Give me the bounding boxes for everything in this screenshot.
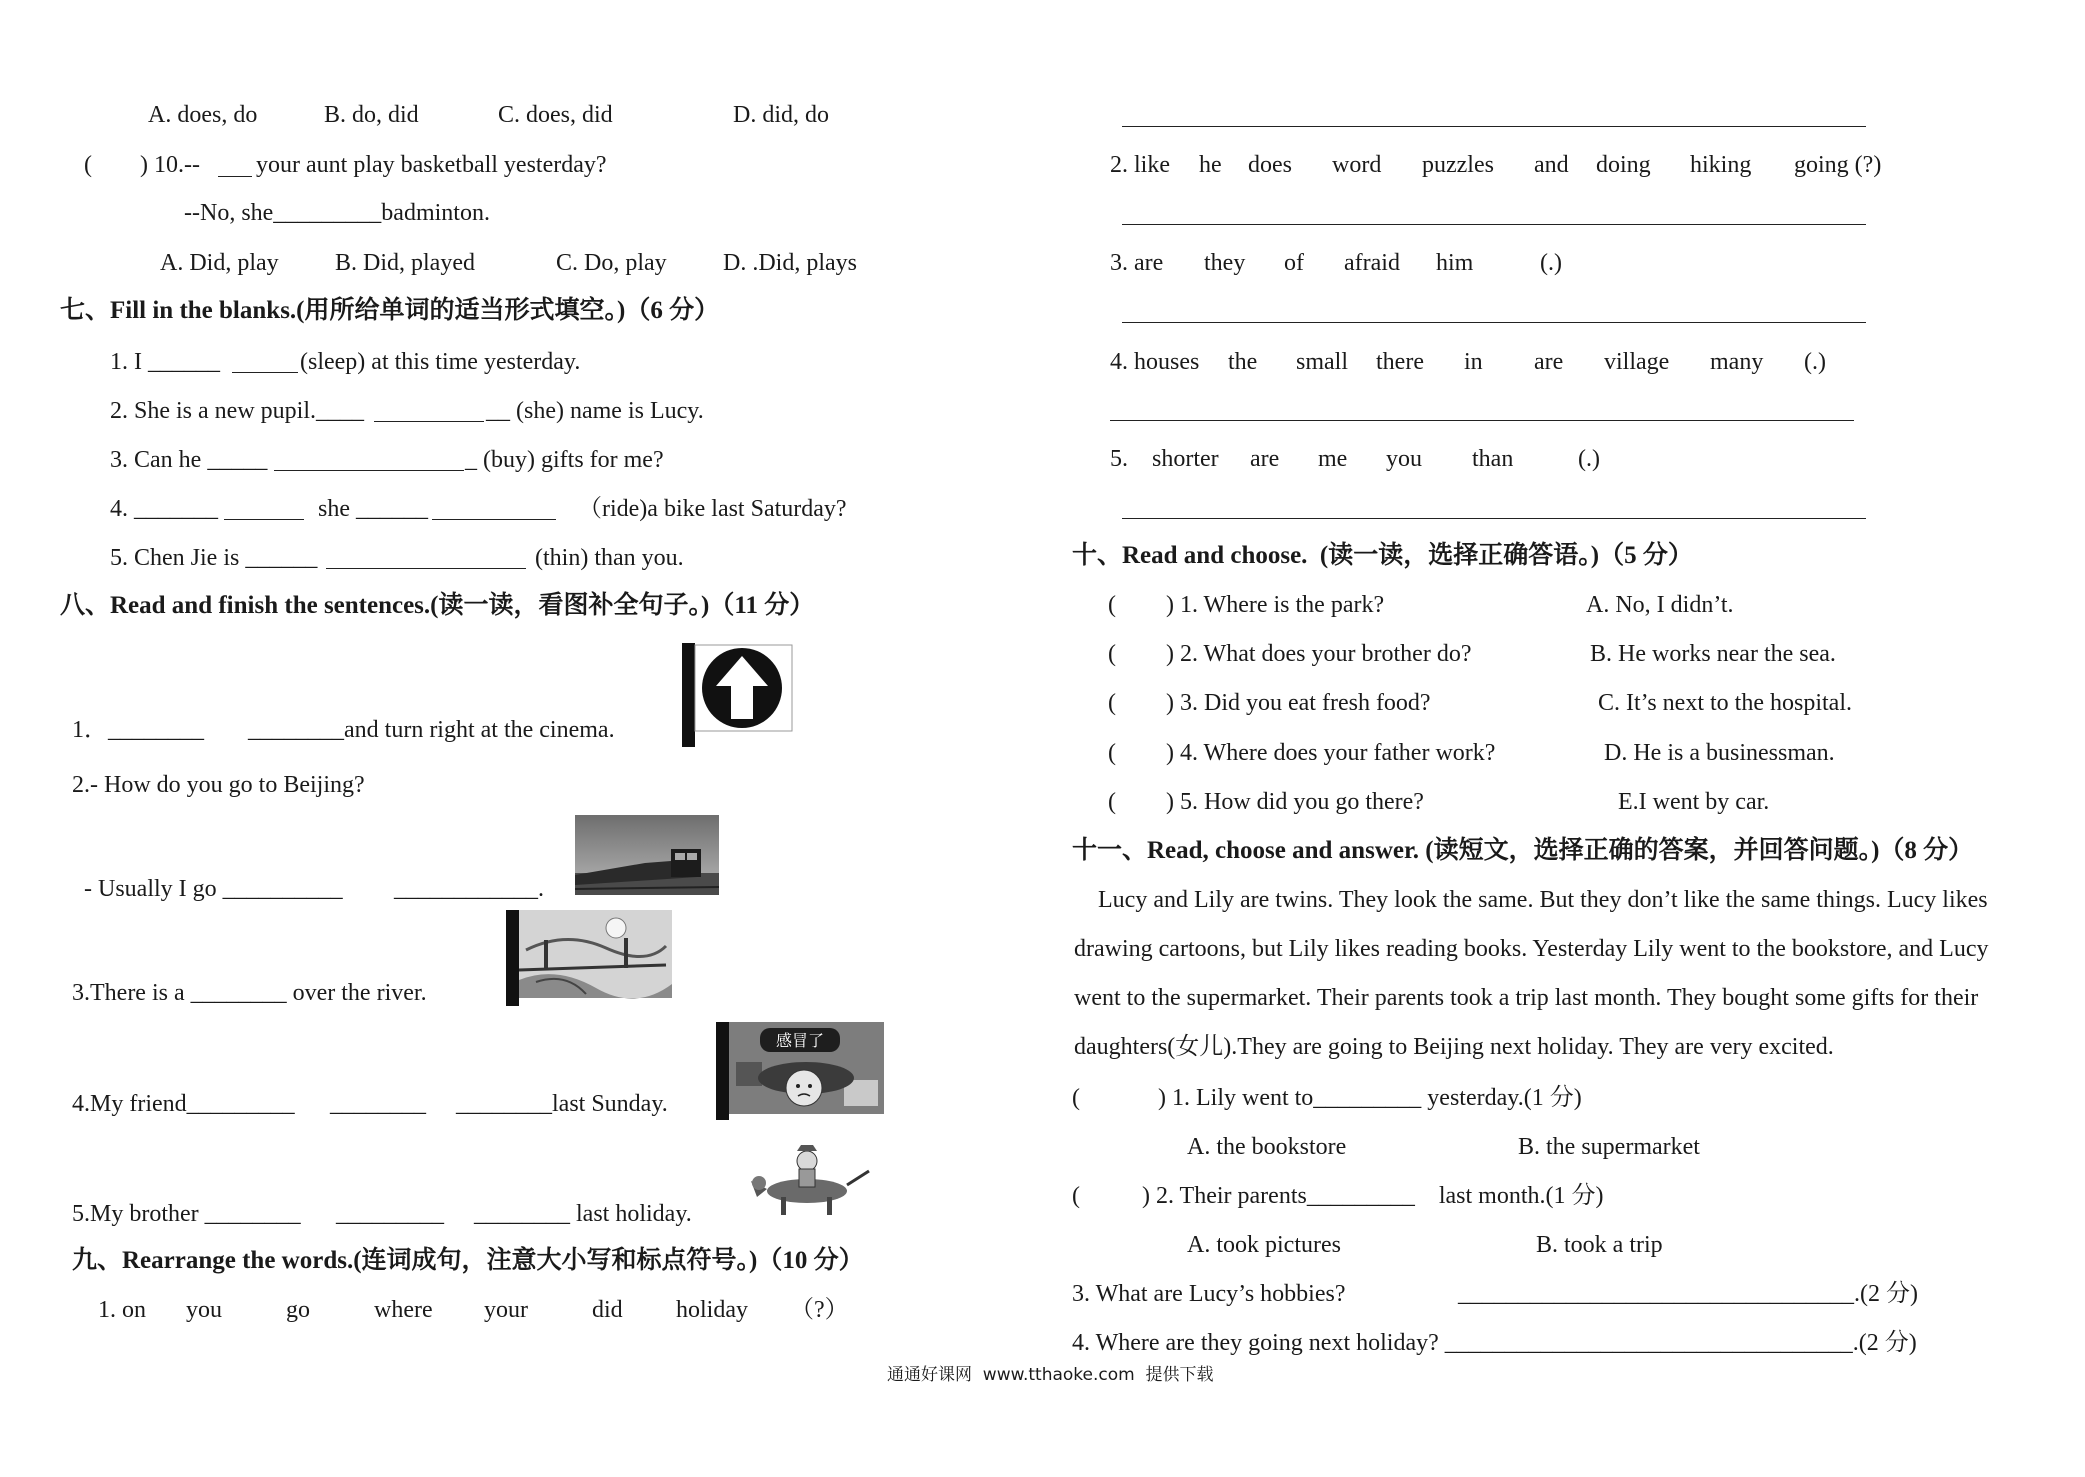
rearrange-word: than	[1472, 446, 1514, 472]
answer-blank[interactable]	[374, 421, 484, 422]
rearrange-word: him	[1436, 250, 1474, 276]
rearrange-word: word	[1332, 152, 1382, 178]
q10-option-d: D. .Did, plays	[723, 250, 857, 276]
answer-blank[interactable]	[232, 372, 298, 373]
sec7-item1-end: (sleep) at this time yesterday.	[300, 349, 581, 375]
rearrange-word: are	[1250, 446, 1280, 472]
sec11-question-4: 4. Where are they going next holiday? __________________________________.(2 分)	[1072, 1330, 1917, 1356]
rearrange-word: (.)	[1578, 446, 1600, 472]
q9-option-d: D. did, do	[733, 102, 829, 128]
sec8-item2-answer-end: ____________.	[394, 876, 544, 902]
sec11-q1-option-b: B. the supermarket	[1518, 1134, 1700, 1160]
section-7-title: 七、Fill in the blanks.(用所给单词的适当形式填空。)（6 分）	[60, 297, 720, 324]
go-straight-sign-image	[682, 643, 794, 747]
answer-line[interactable]	[1122, 322, 1866, 323]
sec7-item2-start: 2. She is a new pupil.____	[110, 398, 364, 424]
section-9-title: 九、Rearrange the words.(连词成句，注意大小写和标点符号。)（10 分）	[72, 1247, 864, 1274]
rearrange-word: afraid	[1344, 250, 1400, 276]
rearrange-word: the	[1228, 349, 1258, 375]
answer-paren[interactable]: (	[1108, 789, 1116, 815]
rearrange-word: they	[1204, 250, 1246, 276]
sec10-question: ) 1. Where is the park?	[1166, 592, 1385, 618]
rearrange-word: shorter	[1152, 446, 1219, 472]
answer-blank[interactable]	[218, 176, 252, 177]
answer-blank[interactable]	[274, 470, 464, 471]
rearrange-word: and	[1534, 152, 1569, 178]
sec9-word: where	[374, 1297, 433, 1323]
train-image	[575, 815, 719, 895]
sec11-question-3: 3. What are Lucy’s hobbies?	[1072, 1281, 1346, 1307]
sec8-item4-start: 4.My friend_________	[72, 1091, 295, 1117]
rearrange-word: village	[1604, 349, 1670, 375]
rearrange-word: he	[1199, 152, 1222, 178]
q9-option-a: A. does, do	[148, 102, 258, 128]
sec9-word: you	[186, 1297, 222, 1323]
sec10-answer: E.I went by car.	[1618, 789, 1770, 815]
q10-option-b: B. Did, played	[335, 250, 475, 276]
q9-option-b: B. do, did	[324, 102, 419, 128]
sec8-item1-end: ________and turn right at the cinema.	[248, 717, 615, 743]
passage-line: daughters(女儿).They are going to Beijing next holiday. They are very excited.	[1074, 1034, 1834, 1060]
bridge-image	[506, 910, 672, 1006]
sec7-item1-start: 1. I ______	[110, 349, 220, 375]
passage-line: went to the supermarket. Their parents took a trip last month. They bought some gifts for their	[1074, 985, 1979, 1011]
sec7-item2-end: __ (she) name is Lucy.	[486, 398, 704, 424]
rearrange-word: many	[1710, 349, 1764, 375]
sec9-word: did	[592, 1297, 623, 1323]
answer-blank[interactable]	[224, 519, 304, 520]
answer-blank[interactable]	[432, 519, 556, 520]
sec8-item1-start: 1．________	[72, 717, 204, 743]
sec11-question-1: ) 1. Lily went to_________ yesterday.(1 分)	[1158, 1085, 1582, 1111]
sec10-answer: A. No, I didn’t.	[1586, 592, 1734, 618]
sec8-item2-question: 2.- How do you go to Beijing?	[72, 772, 365, 798]
q10-option-c: C. Do, play	[556, 250, 667, 276]
sec10-answer: B. He works near the sea.	[1590, 641, 1836, 667]
sec7-item4-start: 4. _______	[110, 496, 218, 522]
rearrange-word: 4. houses	[1110, 349, 1200, 375]
rearrange-word: 3. are	[1110, 250, 1164, 276]
sec8-item4-mid: ________	[330, 1091, 426, 1117]
sec10-question: ) 2. What does your brother do?	[1166, 641, 1472, 667]
rearrange-word: (.)	[1804, 349, 1826, 375]
rearrange-word: doing	[1596, 152, 1651, 178]
footer-credit: 通通好课网 www.tthaoke.com 提供下载	[887, 1365, 1214, 1385]
sec7-item5-end: (thin) than you.	[535, 545, 684, 571]
answer-line[interactable]	[1110, 420, 1854, 421]
section-11-title: 十一、Read, choose and answer. (读短文，选择正确的答案，并回答问题。)（8 分）	[1072, 837, 1974, 864]
answer-paren[interactable]: (	[1108, 740, 1116, 766]
q10-question: your aunt play basketball yesterday?	[256, 152, 607, 178]
sec9-word: go	[286, 1297, 310, 1323]
rearrange-word: of	[1284, 250, 1304, 276]
sec11-q1-option-a: A. the bookstore	[1187, 1134, 1347, 1160]
sign-text: 感冒了	[775, 1031, 825, 1050]
rearrange-word: 5.	[1110, 446, 1128, 472]
rearrange-word: going (?)	[1794, 152, 1882, 178]
q10-answer: --No, she_________badminton.	[184, 200, 490, 226]
sec8-item5-mid: _________	[336, 1201, 444, 1227]
sec8-item3: 3.There is a ________ over the river.	[72, 980, 427, 1006]
sec10-question: ) 4. Where does your father work?	[1166, 740, 1496, 766]
rearrange-word: are	[1534, 349, 1564, 375]
answer-paren[interactable]: (	[1108, 592, 1116, 618]
passage-line: drawing cartoons, but Lily likes reading books. Yesterday Lily went to the bookstore, and Lucy	[1074, 936, 1989, 962]
sec7-item5-start: 5. Chen Jie is ______	[110, 545, 318, 571]
answer-paren[interactable]: (	[1108, 690, 1116, 716]
answer-paren[interactable]: (	[1108, 641, 1116, 667]
rearrange-word: in	[1464, 349, 1483, 375]
rearrange-word: there	[1376, 349, 1424, 375]
sick-girl-image	[716, 1022, 884, 1120]
q10-option-a: A. Did, play	[160, 250, 279, 276]
sec11-q2-option-b: B. took a trip	[1536, 1232, 1663, 1258]
section-10-title: 十、Read and choose. (读一读，选择正确答语。)（5 分）	[1072, 542, 1693, 569]
sec8-item4-end: ________last Sunday.	[456, 1091, 668, 1117]
sec10-answer: D. He is a businessman.	[1604, 740, 1835, 766]
answer-blank[interactable]	[326, 568, 526, 569]
sec8-item5-start: 5.My brother ________	[72, 1201, 301, 1227]
sec10-answer: C. It’s next to the hospital.	[1598, 690, 1852, 716]
answer-paren[interactable]: (	[1072, 1183, 1080, 1209]
sec7-item4-mid: she ______	[318, 496, 428, 522]
section-8-title: 八、Read and finish the sentences.(读一读，看图补全句子。)（11 分）	[60, 592, 815, 619]
answer-paren[interactable]: (	[1072, 1085, 1080, 1111]
rearrange-word: you	[1386, 446, 1422, 472]
sec9-word: 1. on	[98, 1297, 146, 1323]
sec8-item2-answer-start: - Usually I go __________	[84, 876, 343, 902]
rearrange-word: small	[1296, 349, 1348, 375]
sec10-question: ) 3. Did you eat fresh food?	[1166, 690, 1431, 716]
q9-option-c: C. does, did	[498, 102, 613, 128]
sec10-question: ) 5. How did you go there?	[1166, 789, 1424, 815]
passage-line: Lucy and Lily are twins. They look the same. But they don’t like the same things. Lucy likes	[1098, 887, 1988, 913]
sec9-word: your	[484, 1297, 528, 1323]
sec7-item4-end: （ride)a bike last Saturday?	[578, 496, 847, 522]
answer-line[interactable]	[1122, 518, 1866, 519]
horse-riding-image	[743, 1141, 873, 1219]
rearrange-word: me	[1318, 446, 1348, 472]
answer-line[interactable]	[1122, 126, 1866, 127]
sec7-item3-start: 3. Can he _____	[110, 447, 268, 473]
sec8-item5-end: ________ last holiday.	[474, 1201, 692, 1227]
answer-line[interactable]	[1122, 224, 1866, 225]
q10-paren: ( ) 10.--	[84, 152, 200, 178]
sec11-question-2: ) 2. Their parents_________ last month.(1 分)	[1142, 1183, 1604, 1209]
rearrange-word: does	[1248, 152, 1292, 178]
sec7-item3-end: _ (buy) gifts for me?	[465, 447, 664, 473]
sec11-q2-option-a: A. took pictures	[1187, 1232, 1341, 1258]
rearrange-word: 2. like	[1110, 152, 1170, 178]
sec9-word: holiday	[676, 1297, 748, 1323]
rearrange-word: puzzles	[1422, 152, 1494, 178]
sec11-q3-answer-line[interactable]: _________________________________.(2 分)	[1458, 1281, 1918, 1307]
rearrange-word: hiking	[1690, 152, 1752, 178]
sec9-word: （?）	[790, 1297, 849, 1323]
rearrange-word: (.)	[1540, 250, 1562, 276]
